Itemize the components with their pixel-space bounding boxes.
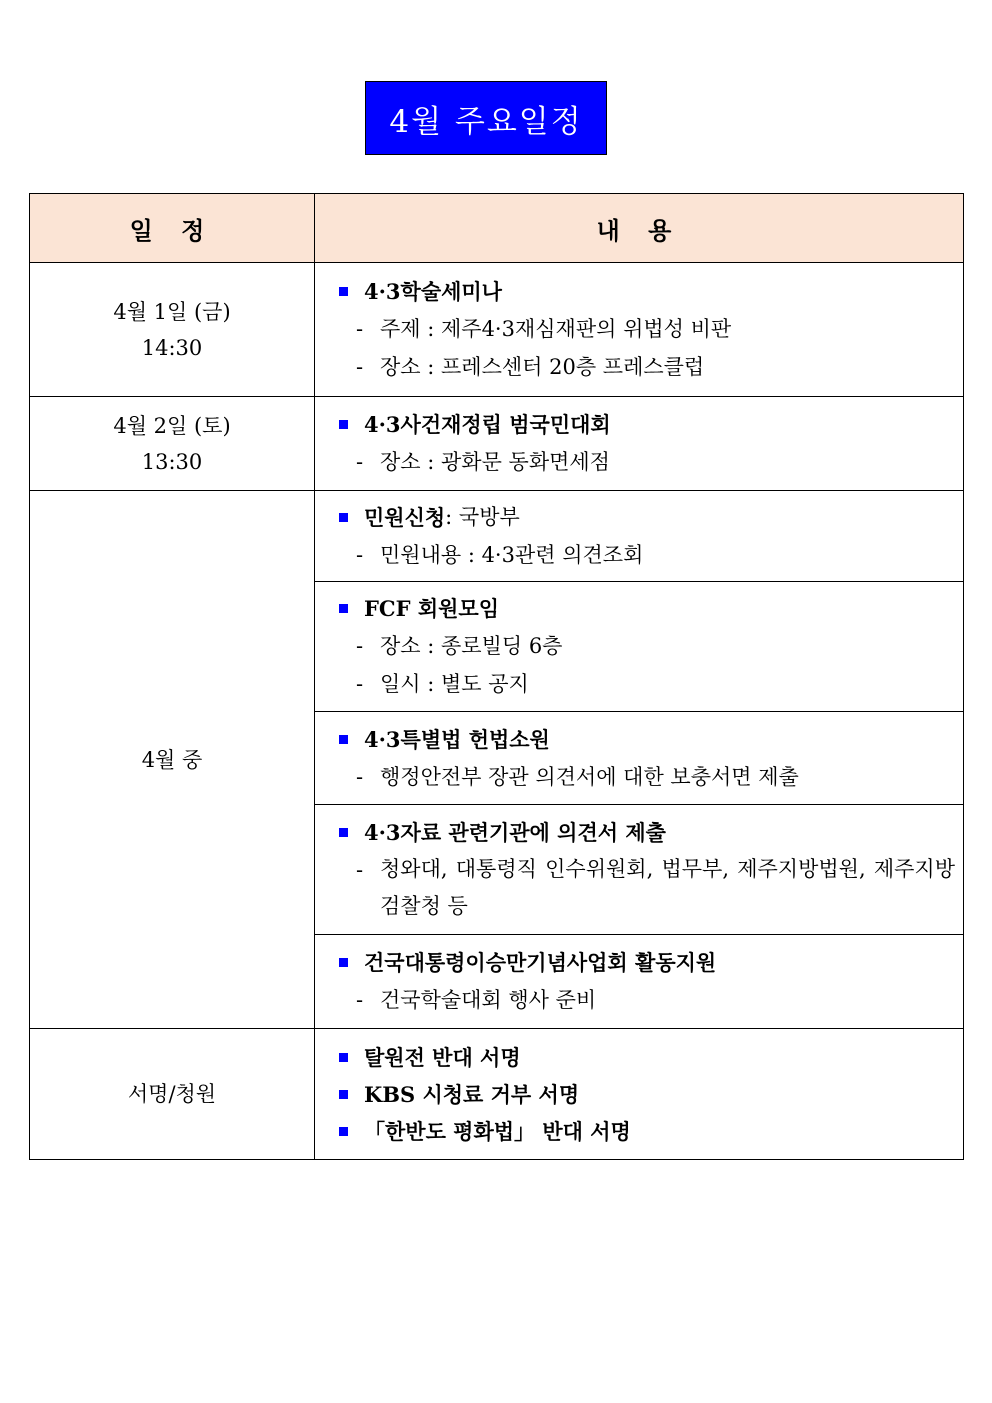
- item-title: 「한반도 평화법」 반대 서명: [339, 1113, 955, 1150]
- item-title: 민원신청 : 국방부: [339, 499, 955, 536]
- table-row: [30, 491, 964, 582]
- square-bullet-icon: [339, 828, 348, 837]
- square-bullet-icon: [339, 604, 348, 613]
- square-bullet-icon: [339, 1053, 348, 1062]
- date-cell: [30, 263, 315, 397]
- sub-item: - 주제 : 제주4·3재심재판의 위법성 비판: [356, 317, 732, 341]
- sub-item: - 일시 : 별도 공지: [356, 672, 529, 696]
- time-line: 14:30: [141, 335, 203, 360]
- date-line: 4월 중: [141, 747, 203, 772]
- date-line: 4월 2일 (토): [113, 413, 231, 438]
- item-title: 4·3특별법 헌법소원: [339, 721, 955, 758]
- date-cell: [30, 1029, 315, 1160]
- table-row: [30, 397, 964, 491]
- item-title: FCF 회원모임: [339, 590, 955, 627]
- sub-item: - 민원내용 : 4·3관련 의견조회: [356, 542, 644, 567]
- item-title: 탈원전 반대 서명: [339, 1039, 955, 1076]
- content-cell: [315, 491, 964, 582]
- date-cell: [30, 397, 315, 491]
- page-title: 4월 주요일정: [389, 103, 583, 140]
- content-cell: [315, 712, 964, 805]
- page-title-box: [365, 81, 607, 155]
- table-row: [30, 263, 964, 397]
- date-cell: [30, 491, 315, 1029]
- date-line: 서명/청원: [127, 1082, 217, 1106]
- table-header-row: [30, 194, 964, 263]
- sub-item: - 장소 : 프레스센터 20층 프레스클럽: [356, 355, 705, 379]
- content-cell: [315, 263, 964, 397]
- item-title: KBS 시청료 거부 서명: [339, 1076, 955, 1113]
- table-row: [30, 1029, 964, 1160]
- date-line: 4월 1일 (금): [113, 299, 231, 324]
- content-cell: [315, 805, 964, 935]
- sub-item: - 건국학술대회 행사 준비: [356, 988, 597, 1012]
- square-bullet-icon: [339, 958, 348, 967]
- content-cell: [315, 935, 964, 1029]
- sub-item: - 청와대, 대통령직 인수위원회, 법무부, 제주지방법원, 제주지방검찰청 등: [356, 857, 955, 918]
- square-bullet-icon: [339, 1090, 348, 1099]
- content-cell: [315, 397, 964, 491]
- sub-item: - 행정안전부 장관 의견서에 대한 보충서면 제출: [356, 764, 799, 789]
- square-bullet-icon: [339, 1127, 348, 1136]
- item-title: 4·3자료 관련기관에 의견서 제출: [339, 814, 955, 851]
- item-title: 4·3학술세미나: [339, 273, 955, 310]
- item-title: 4·3사건재정립 범국민대회: [339, 406, 955, 443]
- square-bullet-icon: [339, 287, 348, 296]
- header-content: 내 용: [315, 194, 964, 263]
- content-cell: [315, 582, 964, 712]
- square-bullet-icon: [339, 513, 348, 522]
- header-date: 일 정: [30, 194, 315, 263]
- schedule-table: [29, 193, 964, 1160]
- time-line: 13:30: [141, 449, 203, 474]
- content-cell: [315, 1029, 964, 1160]
- square-bullet-icon: [339, 420, 348, 429]
- item-title: 건국대통령이승만기념사업회 활동지원: [339, 944, 955, 981]
- square-bullet-icon: [339, 735, 348, 744]
- sub-item: - 장소 : 광화문 동화면세점: [356, 450, 610, 474]
- sub-item: - 장소 : 종로빌딩 6층: [356, 634, 563, 658]
